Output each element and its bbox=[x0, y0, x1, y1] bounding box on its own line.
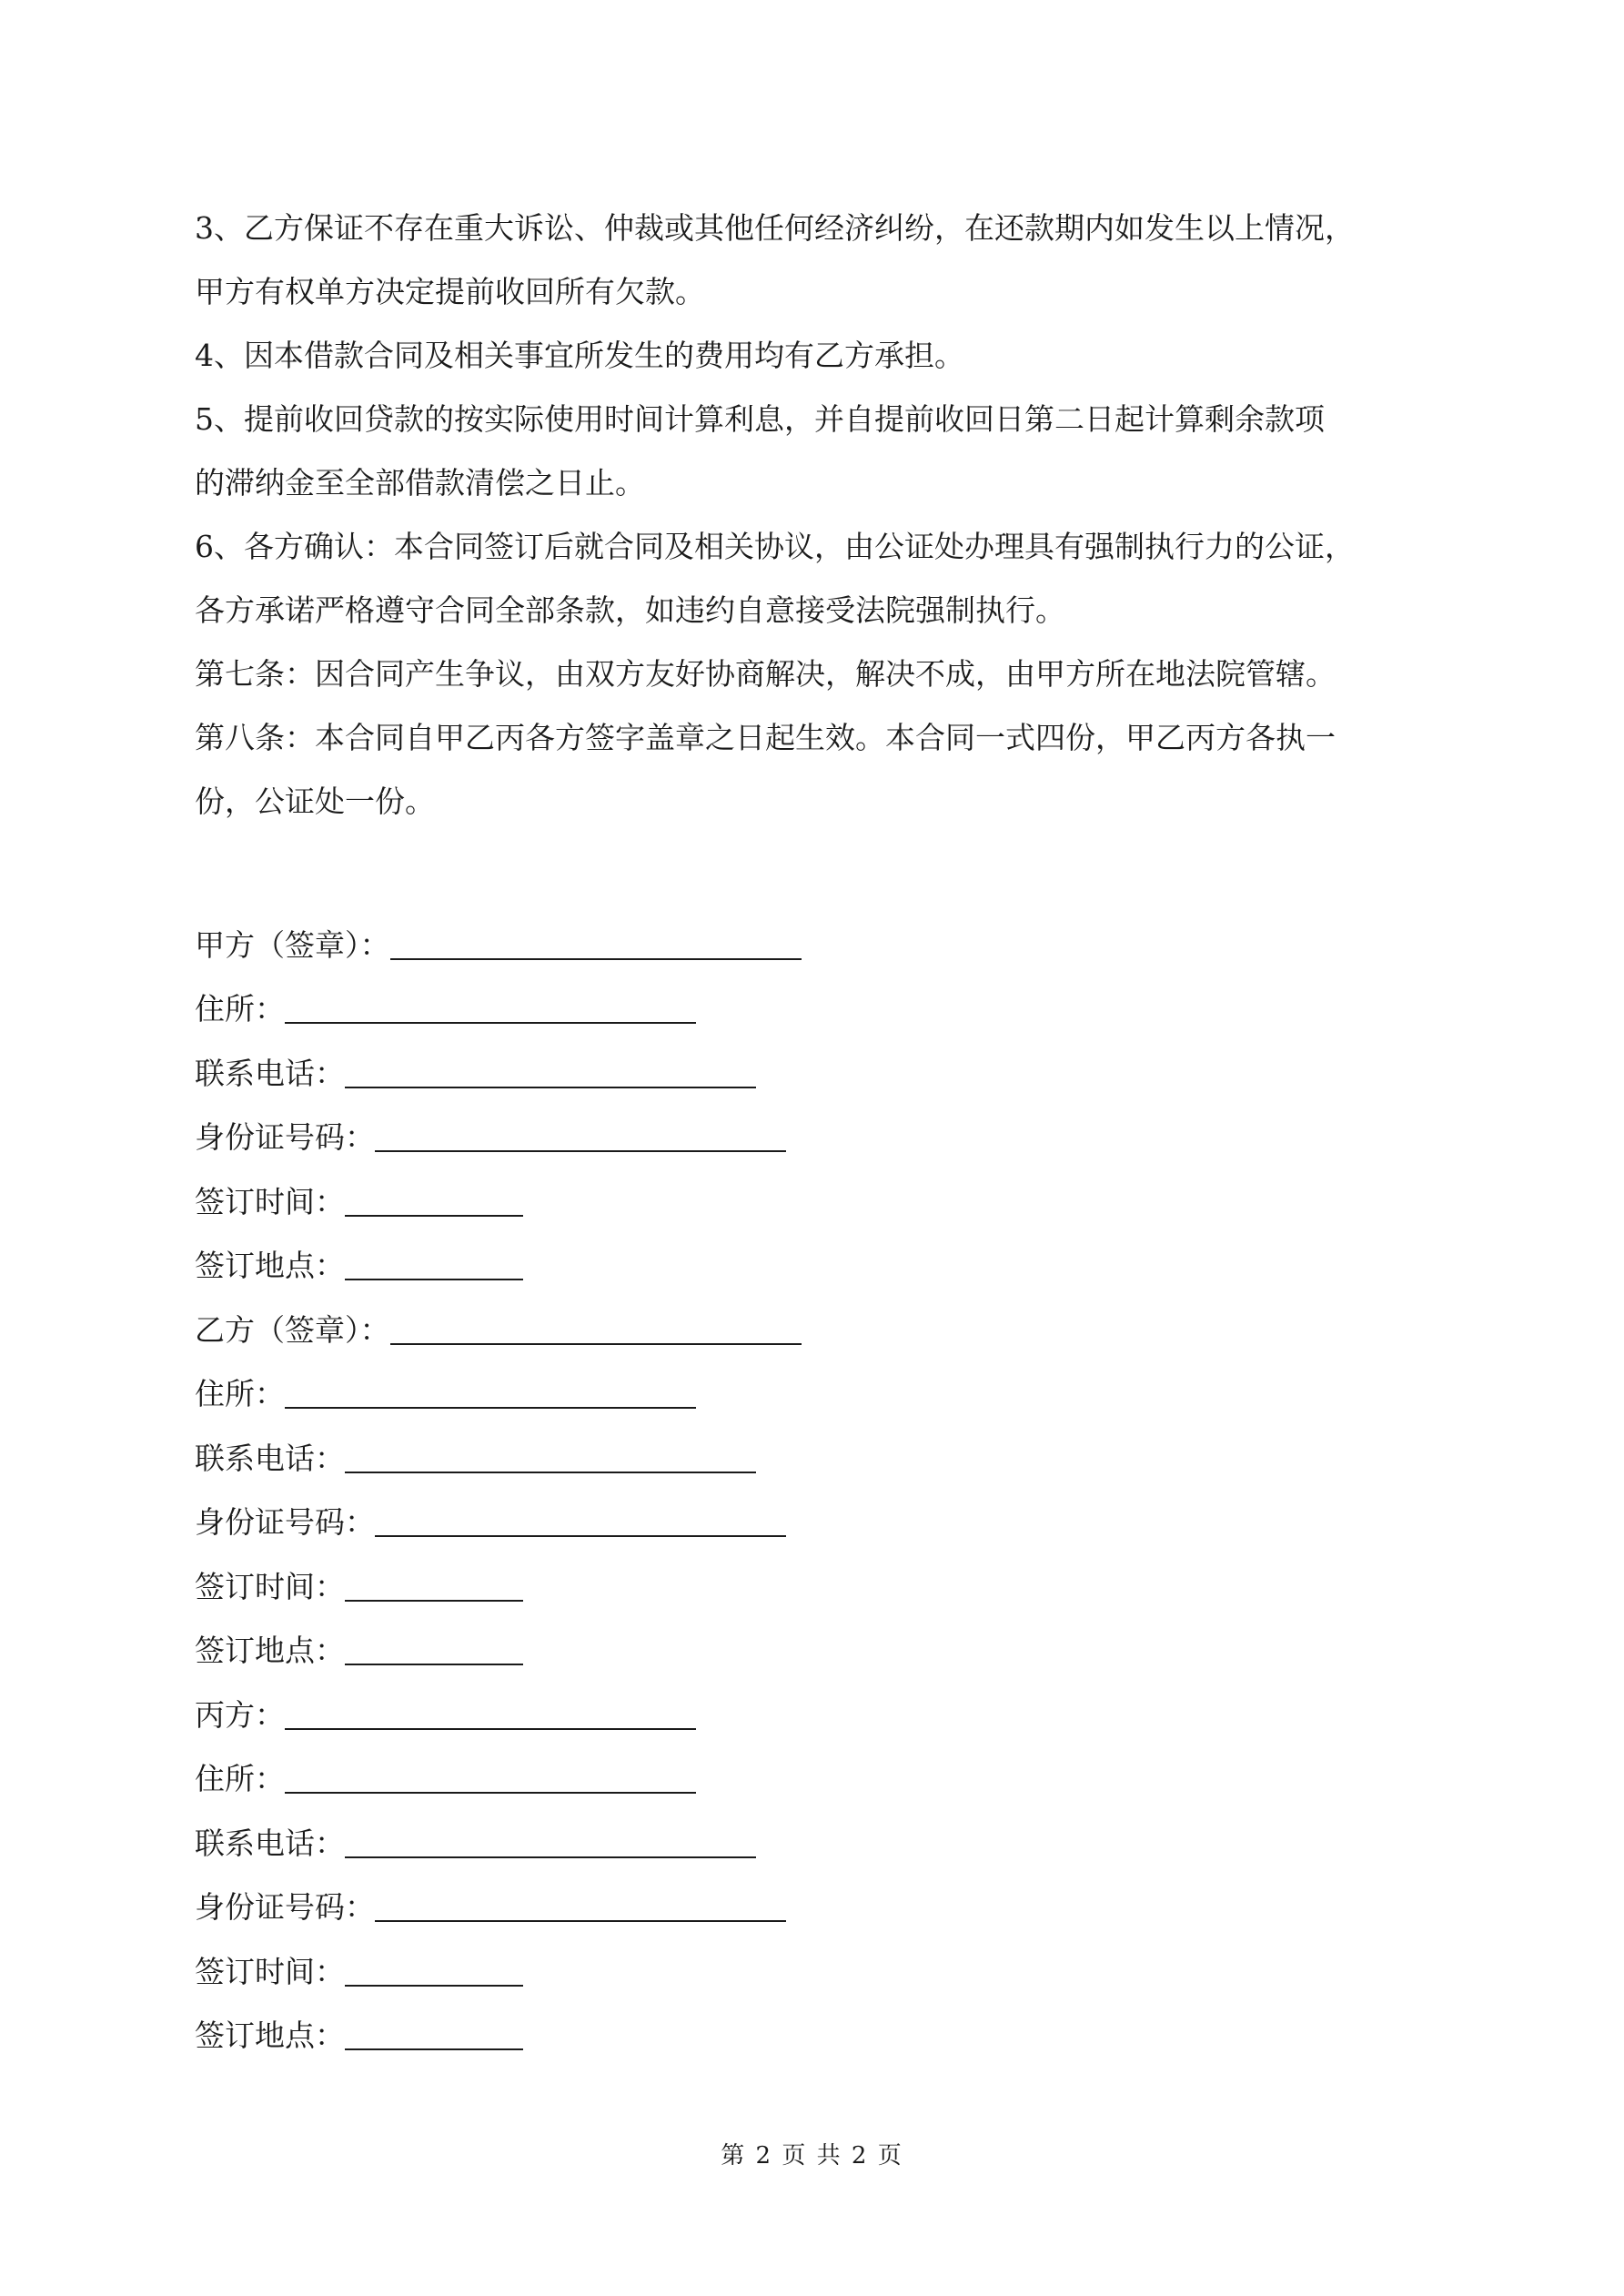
party-c-id-field bbox=[195, 1866, 1450, 1930]
field-label: 签订地点： bbox=[195, 1633, 345, 1668]
phone-blank-line[interactable] bbox=[345, 1441, 756, 1473]
id-number-blank-line[interactable] bbox=[375, 1119, 786, 1152]
date-blank-line[interactable] bbox=[345, 1954, 523, 1987]
field-label: 身份证号码： bbox=[195, 1889, 375, 1925]
date-blank-line[interactable] bbox=[345, 1569, 523, 1602]
field-label: 签订地点： bbox=[195, 1248, 345, 1283]
signature-blank-line[interactable] bbox=[390, 927, 802, 960]
signature-block bbox=[195, 903, 1450, 2058]
paragraph-line: 3、乙方保证不存在重大诉讼、仲裁或其他任何经济纠纷，在还款期内如发生以上情况， bbox=[195, 210, 1355, 246]
paragraph-line: 的滞纳金至全部借款清偿之日止。 bbox=[195, 465, 645, 501]
field-label: 签订时间： bbox=[195, 1568, 345, 1604]
field-label: 乙方（签章）： bbox=[195, 1311, 390, 1348]
party-b-signature-field bbox=[195, 1288, 1450, 1352]
phone-blank-line[interactable] bbox=[345, 1826, 756, 1858]
party-a-signature-field bbox=[195, 903, 1450, 967]
address-blank-line[interactable] bbox=[285, 1761, 696, 1794]
party-a-address-field bbox=[195, 967, 1450, 1032]
paragraph-line: 4、因本借款合同及相关事宜所发生的费用均有乙方承担。 bbox=[195, 338, 964, 373]
field-label: 丙方： bbox=[195, 1696, 285, 1733]
date-blank-line[interactable] bbox=[345, 1184, 523, 1217]
party-b-phone-field bbox=[195, 1416, 1450, 1481]
paragraph-line: 各方承诺严格遵守合同全部条款，如违约自意接受法院强制执行。 bbox=[195, 592, 1065, 628]
party-a-date-field bbox=[195, 1159, 1450, 1224]
party-b-id-field bbox=[195, 1481, 1450, 1545]
field-label: 签订时间： bbox=[195, 1953, 345, 1989]
id-number-blank-line[interactable] bbox=[375, 1889, 786, 1922]
party-a-phone-field bbox=[195, 1031, 1450, 1096]
party-b-address-field bbox=[195, 1352, 1450, 1417]
field-label: 住所： bbox=[195, 1376, 285, 1411]
party-c-date-field bbox=[195, 1929, 1450, 1994]
party-c-signature-field bbox=[195, 1673, 1450, 1737]
party-b-date-field bbox=[195, 1544, 1450, 1609]
address-blank-line[interactable] bbox=[285, 1376, 696, 1409]
id-number-blank-line[interactable] bbox=[375, 1504, 786, 1537]
field-label: 身份证号码： bbox=[195, 1504, 375, 1540]
field-label: 身份证号码： bbox=[195, 1119, 375, 1155]
place-blank-line[interactable] bbox=[345, 1248, 523, 1280]
party-c-place-field bbox=[195, 1994, 1450, 2058]
party-a-id-field bbox=[195, 1096, 1450, 1160]
field-label: 甲方（签章）： bbox=[195, 926, 390, 963]
paragraph-line: 第七条：因合同产生争议，由双方友好协商解决，解决不成，由甲方所在地法院管辖。 bbox=[195, 656, 1336, 692]
signature-blank-line[interactable] bbox=[390, 1312, 802, 1345]
field-label: 住所： bbox=[195, 1761, 285, 1796]
party-b-place-field bbox=[195, 1609, 1450, 1674]
field-label: 签订时间： bbox=[195, 1183, 345, 1219]
paragraph-line: 5、提前收回贷款的按实际使用时间计算利息，并自提前收回日第二日起计算剩余款项 bbox=[195, 401, 1325, 437]
field-label: 联系电话： bbox=[195, 1440, 345, 1476]
contract-body bbox=[195, 197, 1450, 834]
field-label: 联系电话： bbox=[195, 1055, 345, 1091]
paragraph-line: 份，公证处一份。 bbox=[195, 784, 435, 819]
address-blank-line[interactable] bbox=[285, 991, 696, 1024]
paragraph-line: 6、各方确认：本合同签订后就合同及相关协议，由公证处办理具有强制执行力的公证， bbox=[195, 529, 1355, 564]
phone-blank-line[interactable] bbox=[345, 1056, 756, 1088]
party-a-place-field bbox=[195, 1224, 1450, 1289]
party-c-phone-field bbox=[195, 1801, 1450, 1866]
field-label: 住所： bbox=[195, 991, 285, 1027]
field-label: 联系电话： bbox=[195, 1825, 345, 1861]
page-number-footer: 第 2 页 共 2 页 bbox=[721, 2142, 903, 2170]
field-label: 签订地点： bbox=[195, 2018, 345, 2053]
place-blank-line[interactable] bbox=[345, 2018, 523, 2050]
place-blank-line[interactable] bbox=[345, 1633, 523, 1665]
party-c-address-field bbox=[195, 1737, 1450, 1802]
paragraph-line: 第八条：本合同自甲乙丙各方签字盖章之日起生效。本合同一式四份，甲乙丙方各执一 bbox=[195, 720, 1336, 755]
paragraph-line: 甲方有权单方决定提前收回所有欠款。 bbox=[195, 274, 705, 309]
signature-blank-line[interactable] bbox=[285, 1697, 696, 1730]
